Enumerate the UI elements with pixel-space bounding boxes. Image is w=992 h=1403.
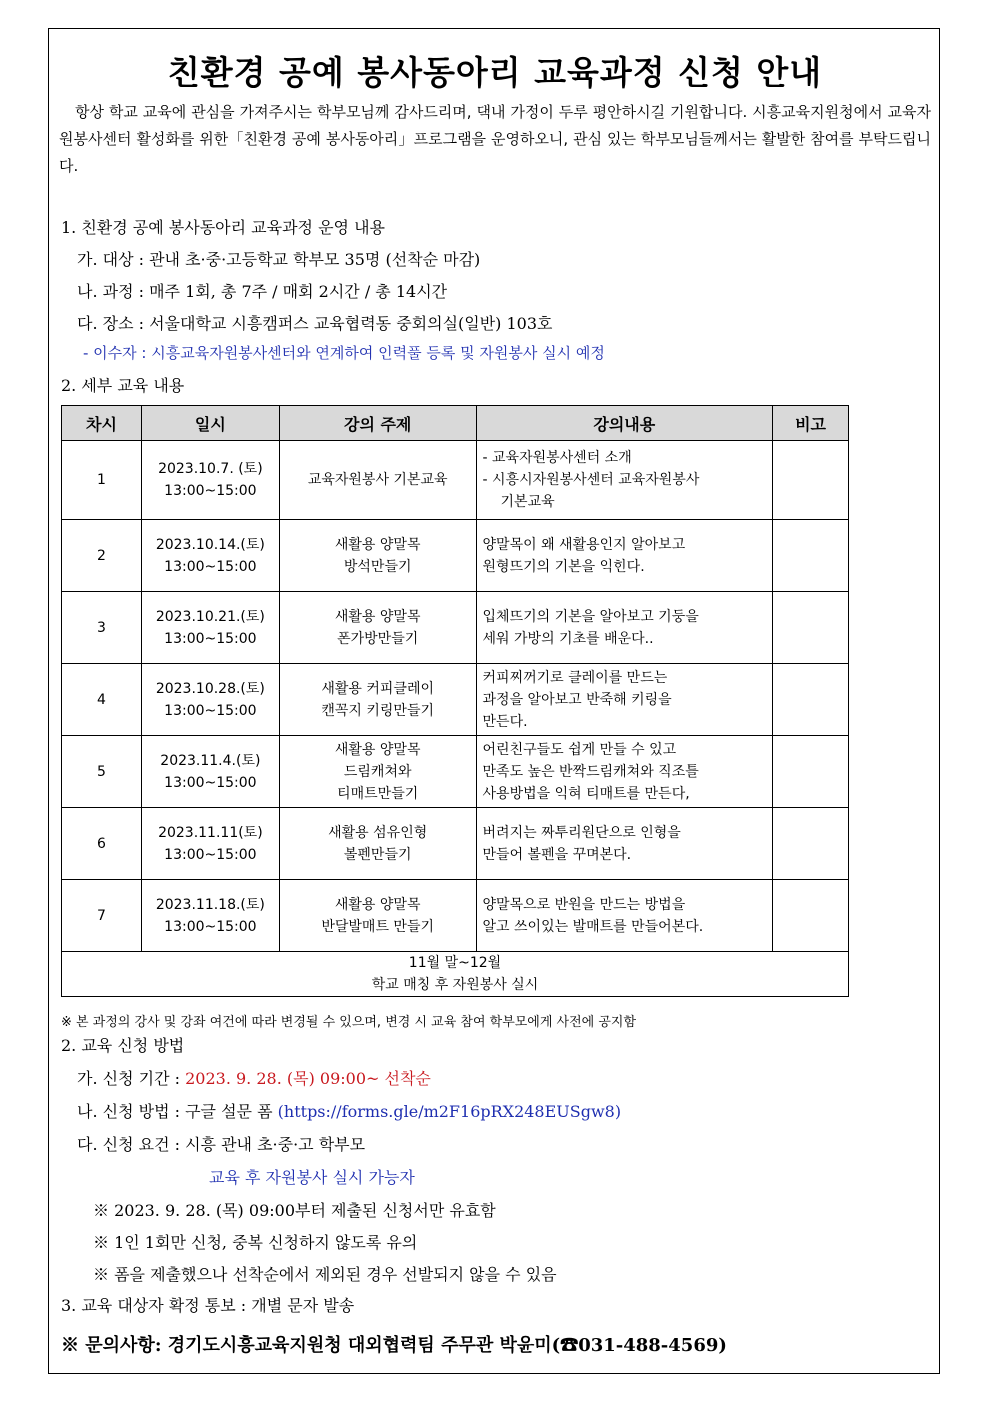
table-footer-cell <box>62 952 849 997</box>
date-cell <box>141 664 279 736</box>
note-cell <box>773 520 849 592</box>
note-cell <box>773 441 849 520</box>
content-text: 만족도 높은 반짝드림캐쳐와 직조틀 <box>482 763 699 780</box>
application-method-label: 나. 신청 방법 : 구글 설문 폼 <box>77 1102 273 1121</box>
date-text: 2023.11.18.(토) <box>155 896 265 913</box>
table-header-row <box>62 406 849 441</box>
section4-heading: 3. 교육 대상자 확정 통보 : 개별 문자 발송 <box>61 1296 355 1315</box>
content-text: 양말목으로 반원을 만드는 방법을 <box>482 896 686 913</box>
topic-text: 새활용 양말목 <box>334 608 421 625</box>
table-row <box>62 664 849 736</box>
date-text: 2023.10.28.(토) <box>155 680 265 697</box>
content-text: 만든다. <box>482 713 528 730</box>
topic-text: 폰가방만들기 <box>337 630 419 647</box>
date-text: 13:00~15:00 <box>164 846 257 863</box>
content-text: - 시흥시자원봉사센터 교육자원봉사 <box>482 472 700 488</box>
section1-target: 가. 대상 : 관내 초·중·고등학교 학부모 35명 (선착순 마감) <box>77 250 481 269</box>
session-no-text: 1 <box>96 472 106 488</box>
date-cell <box>141 880 279 952</box>
content-cell <box>476 592 773 664</box>
column-header: 강의내용 <box>476 406 773 441</box>
column-header: 비고 <box>773 406 849 441</box>
date-text: 2023.10.14.(토) <box>155 536 265 553</box>
content-cell <box>476 880 773 952</box>
application-period-value: 2023. 9. 28. (목) 09:00~ 선착순 <box>185 1069 431 1088</box>
content-cell <box>476 441 773 520</box>
topic-text: 교육자원봉사 기본교육 <box>307 472 448 488</box>
section1-course: 나. 과정 : 매주 1회, 총 7주 / 매회 2시간 / 총 14시간 <box>77 282 448 301</box>
content-cell <box>476 808 773 880</box>
date-text: 2023.10.21.(토) <box>155 608 265 625</box>
date-cell <box>141 441 279 520</box>
footer-activity: 학교 매칭 후 자원봉사 실시 <box>371 977 539 993</box>
table-row <box>62 808 849 880</box>
page-title: 친환경 공예 봉사동아리 교육과정 신청 안내 <box>167 53 823 92</box>
topic-cell <box>279 592 476 664</box>
date-text: 2023.10.7. (토) <box>158 461 263 477</box>
application-period-label: 가. 신청 기간 : <box>77 1069 181 1088</box>
session-no-cell <box>62 664 142 736</box>
schedule-table <box>61 405 849 997</box>
date-cell <box>141 736 279 808</box>
intro-paragraph: 항상 학교 교육에 관심을 가져주시는 학부모님께 감사드리며, 댁내 가정이 두루 평안하시길 기원합니다. 시흥교육지원청에서 교육자원봉사센터 활성화를 위한「친환경 공예 봉사동아리」프로그램을 운영하오니, 관심 있는 학부모님들께서는 활발한 참여를 부탁드립니다. <box>59 103 931 175</box>
table-row <box>62 736 849 808</box>
date-cell <box>141 520 279 592</box>
section1-place: 다. 장소 : 서울대학교 시흥캠퍼스 교육협력동 중회의실(일반) 103호 <box>77 314 553 333</box>
application-method <box>77 1099 621 1122</box>
session-no-text: 4 <box>96 691 106 708</box>
topic-cell <box>279 736 476 808</box>
session-no-cell <box>62 592 142 664</box>
application-form-link[interactable]: (https://forms.gle/m2F16pRX248EUSgw8) <box>277 1102 622 1121</box>
session-no-text: 6 <box>96 835 106 852</box>
topic-cell <box>279 808 476 880</box>
note-cell <box>773 808 849 880</box>
content-text: - 교육자원봉사센터 소개 <box>482 450 632 466</box>
column-header: 강의 주제 <box>279 406 476 441</box>
date-text: 13:00~15:00 <box>164 702 257 719</box>
session-no-text: 2 <box>96 547 106 564</box>
content-text: 세워 가방의 기초를 배운다.. <box>482 630 654 647</box>
date-text: 13:00~15:00 <box>164 483 257 499</box>
session-no-cell <box>62 808 142 880</box>
note-cell <box>773 592 849 664</box>
topic-cell <box>279 880 476 952</box>
topic-cell <box>279 664 476 736</box>
application-note-2: ※ 1인 1회만 신청, 중복 신청하지 않도록 유의 <box>93 1233 418 1252</box>
date-text: 2023.11.4.(토) <box>160 752 261 769</box>
session-no-text: 5 <box>96 763 106 780</box>
date-cell <box>141 592 279 664</box>
topic-text: 새활용 양말목 <box>334 536 421 553</box>
content-text: 어린친구들도 쉽게 만들 수 있고 <box>482 741 677 758</box>
topic-cell <box>279 520 476 592</box>
topic-text: 새활용 양말목 <box>334 896 421 913</box>
content-text: 알고 쓰이있는 발매트를 만들어본다. <box>482 918 704 935</box>
session-no-cell <box>62 441 142 520</box>
note-cell <box>773 736 849 808</box>
application-period <box>77 1066 431 1089</box>
topic-cell <box>279 441 476 520</box>
contact-info: ※ 문의사항: 경기도시흥교육지원청 대외협력팀 주무관 박윤미(☎031-488-4569) <box>61 1335 727 1356</box>
column-header: 일시 <box>141 406 279 441</box>
content-text: 과정을 알아보고 반죽해 키링을 <box>482 691 672 708</box>
date-text: 13:00~15:00 <box>164 558 257 575</box>
table-row <box>62 441 849 520</box>
content-cell <box>476 520 773 592</box>
content-text: 기본교육 <box>500 494 555 510</box>
application-requirement-value: 교육 후 자원봉사 실시 가능자 <box>209 1168 415 1187</box>
section2-heading: 2. 세부 교육 내용 <box>61 376 185 395</box>
session-no-cell <box>62 880 142 952</box>
section1-heading: 1. 친환경 공예 봉사동아리 교육과정 운영 내용 <box>61 218 385 237</box>
topic-text: 드림캐쳐와 <box>343 763 412 780</box>
topic-text: 새활용 양말목 <box>334 741 421 758</box>
date-text: 13:00~15:00 <box>164 918 257 935</box>
note-cell <box>773 880 849 952</box>
topic-text: 티매트만들기 <box>337 785 419 802</box>
session-no-cell <box>62 736 142 808</box>
content-text: 양말목이 왜 새활용인지 알아보고 <box>482 536 686 553</box>
table-row <box>62 592 849 664</box>
section3-heading: 2. 교육 신청 방법 <box>61 1036 185 1055</box>
topic-text: 새활용 커피클레이 <box>321 680 435 697</box>
application-note-3: ※ 폼을 제출했으나 선착순에서 제외된 경우 선발되지 않을 수 있음 <box>93 1265 557 1284</box>
date-cell <box>141 808 279 880</box>
content-text: 버려지는 짜투리원단으로 인형을 <box>482 824 681 841</box>
content-text: 커피찌꺼기로 클레이를 만드는 <box>482 669 668 686</box>
topic-text: 새활용 섬유인형 <box>328 824 428 841</box>
content-text: 만들어 볼펜을 꾸며본다. <box>482 846 632 863</box>
document-frame <box>48 28 940 1374</box>
date-text: 2023.11.11(토) <box>158 824 263 841</box>
application-note-1: ※ 2023. 9. 28. (목) 09:00부터 제출된 신청서만 유효함 <box>93 1201 496 1220</box>
session-no-text: 3 <box>96 619 106 636</box>
table-footnote: ※ 본 과정의 강사 및 강좌 여건에 따라 변경될 수 있으며, 변경 시 교육 참여 학부모에게 사전에 공지함 <box>61 1015 637 1030</box>
session-no-cell <box>62 520 142 592</box>
topic-text: 방석만들기 <box>343 558 412 575</box>
topic-text: 반달발매트 만들기 <box>321 918 435 935</box>
topic-text: 캔꼭지 키링만들기 <box>321 702 435 719</box>
content-text: 원형뜨기의 기본을 익힌다. <box>482 558 645 575</box>
content-cell <box>476 736 773 808</box>
column-header: 차시 <box>62 406 142 441</box>
date-text: 13:00~15:00 <box>164 774 257 791</box>
table-footer-row <box>62 952 849 997</box>
content-text: 입체뜨기의 기본을 알아보고 기둥을 <box>482 608 699 625</box>
application-requirement: 다. 신청 요건 : 시흥 관내 초·중·고 학부모 <box>77 1135 366 1154</box>
content-cell <box>476 664 773 736</box>
content-text: 사용방법을 익혀 티매트를 만든다, <box>482 785 690 802</box>
section1-completion: - 이수자 : 시흥교육자원봉사센터와 연계하여 인력풀 등록 및 자원봉사 실시 예정 <box>83 344 605 362</box>
table-row <box>62 520 849 592</box>
footer-period: 11월 말~12월 <box>408 955 502 971</box>
table-row <box>62 880 849 952</box>
session-no-text: 7 <box>96 907 106 924</box>
note-cell <box>773 664 849 736</box>
date-text: 13:00~15:00 <box>164 630 257 647</box>
topic-text: 볼펜만들기 <box>343 846 412 863</box>
